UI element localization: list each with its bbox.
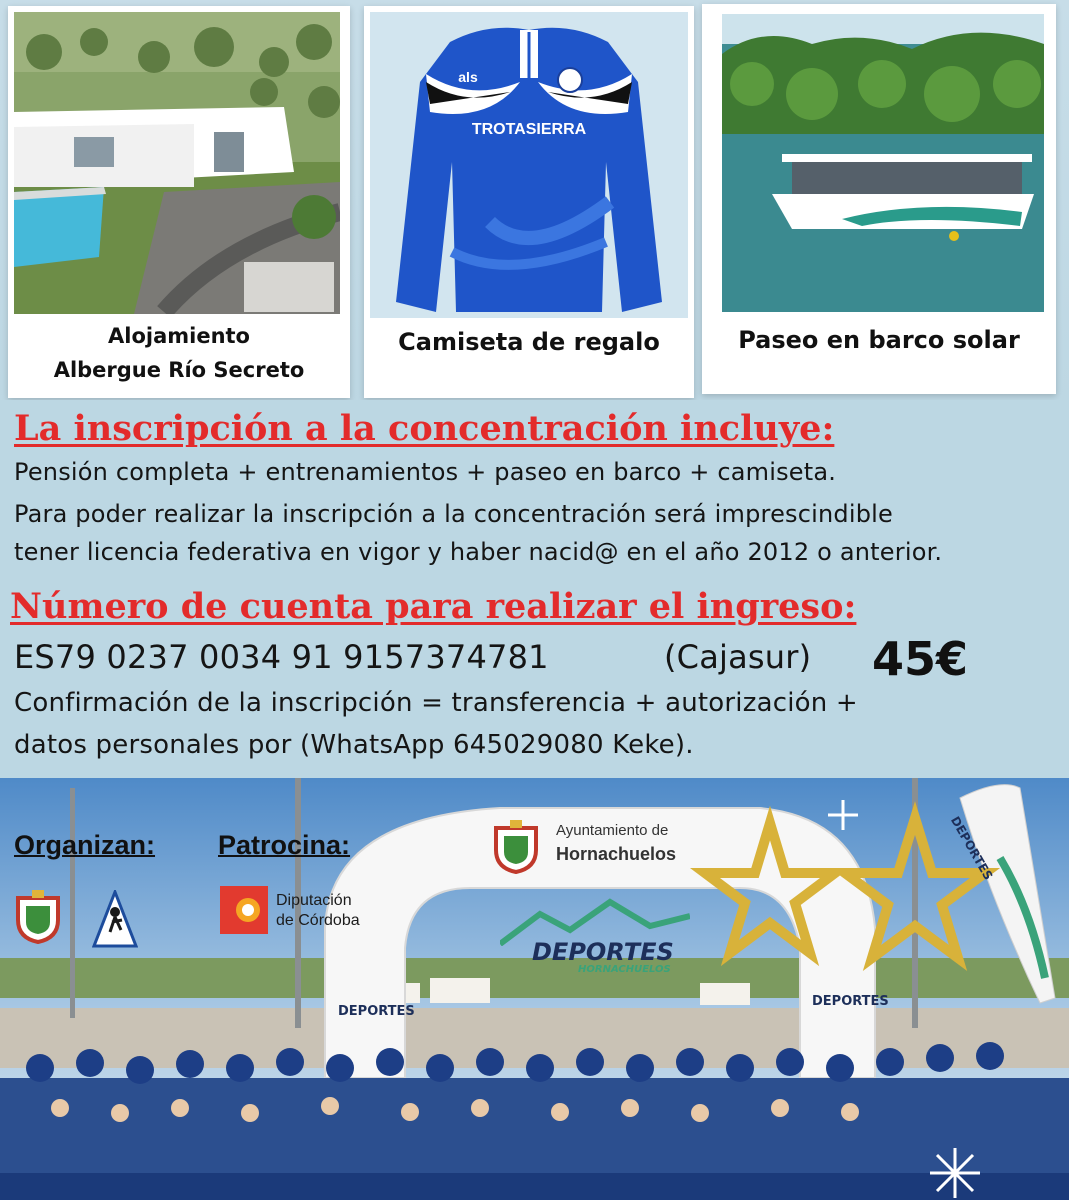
- organizan-label: Organizan:: [14, 830, 156, 860]
- bank-name: (Cajasur): [664, 638, 812, 676]
- includes-line1: Pensión completa + entrenamientos + paseo en barco + camiseta.: [14, 458, 837, 486]
- iban-text: ES79 0237 0034 91 9157374781: [14, 638, 549, 676]
- town-crest-icon: [12, 888, 64, 944]
- price-text: 45€: [872, 632, 969, 686]
- accommodation-caption-line1: Alojamiento: [108, 324, 250, 348]
- arch-crest-icon: [490, 818, 542, 874]
- info-section: [0, 400, 1069, 778]
- diputacion-line2: de Córdoba: [276, 912, 360, 929]
- arch-line2: Hornachuelos: [556, 844, 677, 864]
- shirt-caption: Camiseta de regalo: [398, 328, 660, 356]
- arch-leg-left-text: DEPORTES: [338, 1004, 415, 1019]
- confirm-line2: datos personales por (WhatsApp 645029080 Keke).: [14, 730, 694, 760]
- arch-line1: Ayuntamiento de: [556, 822, 669, 839]
- arch-leg-right-text: DEPORTES: [812, 994, 889, 1009]
- diputacion-logo-icon: [220, 886, 268, 934]
- top-section: [0, 0, 1069, 400]
- group-photo-section: [0, 778, 1069, 1200]
- accommodation-caption-line2: Albergue Río Secreto: [53, 358, 305, 382]
- confirm-line1: Confirmación de la inscripción = transferencia + autorización +: [14, 688, 858, 718]
- card-accommodation: [8, 6, 350, 398]
- shirt-brand: als: [458, 69, 478, 85]
- card-boat: [702, 4, 1056, 394]
- account-heading: Número de cuenta para realizar el ingreso:: [10, 586, 857, 627]
- includes-line3: tener licencia federativa en vigor y haber nacid@ en el año 2012 o anterior.: [14, 538, 943, 566]
- shirt-photo: [370, 12, 688, 318]
- shirt-text: TROTASIERRA: [471, 121, 587, 138]
- includes-line2: Para poder realizar la inscripción a la concentración será imprescindible: [14, 500, 893, 528]
- boat-photo: [722, 14, 1044, 312]
- club-logo-icon: [92, 890, 138, 950]
- deportes-logo-text: DEPORTES: [532, 938, 674, 966]
- patrocina-label: Patrocina:: [218, 830, 351, 860]
- flag-text: DEPORTES: [947, 814, 996, 883]
- includes-heading: La inscripción a la concentración incluye:: [14, 408, 835, 449]
- hornachuelos-small: HORNACHUELOS: [578, 964, 671, 975]
- card-shirt: [364, 6, 694, 398]
- hostel-photo: [14, 12, 340, 314]
- boat-caption: Paseo en barco solar: [738, 326, 1020, 354]
- diputacion-line1: Diputación: [276, 892, 352, 909]
